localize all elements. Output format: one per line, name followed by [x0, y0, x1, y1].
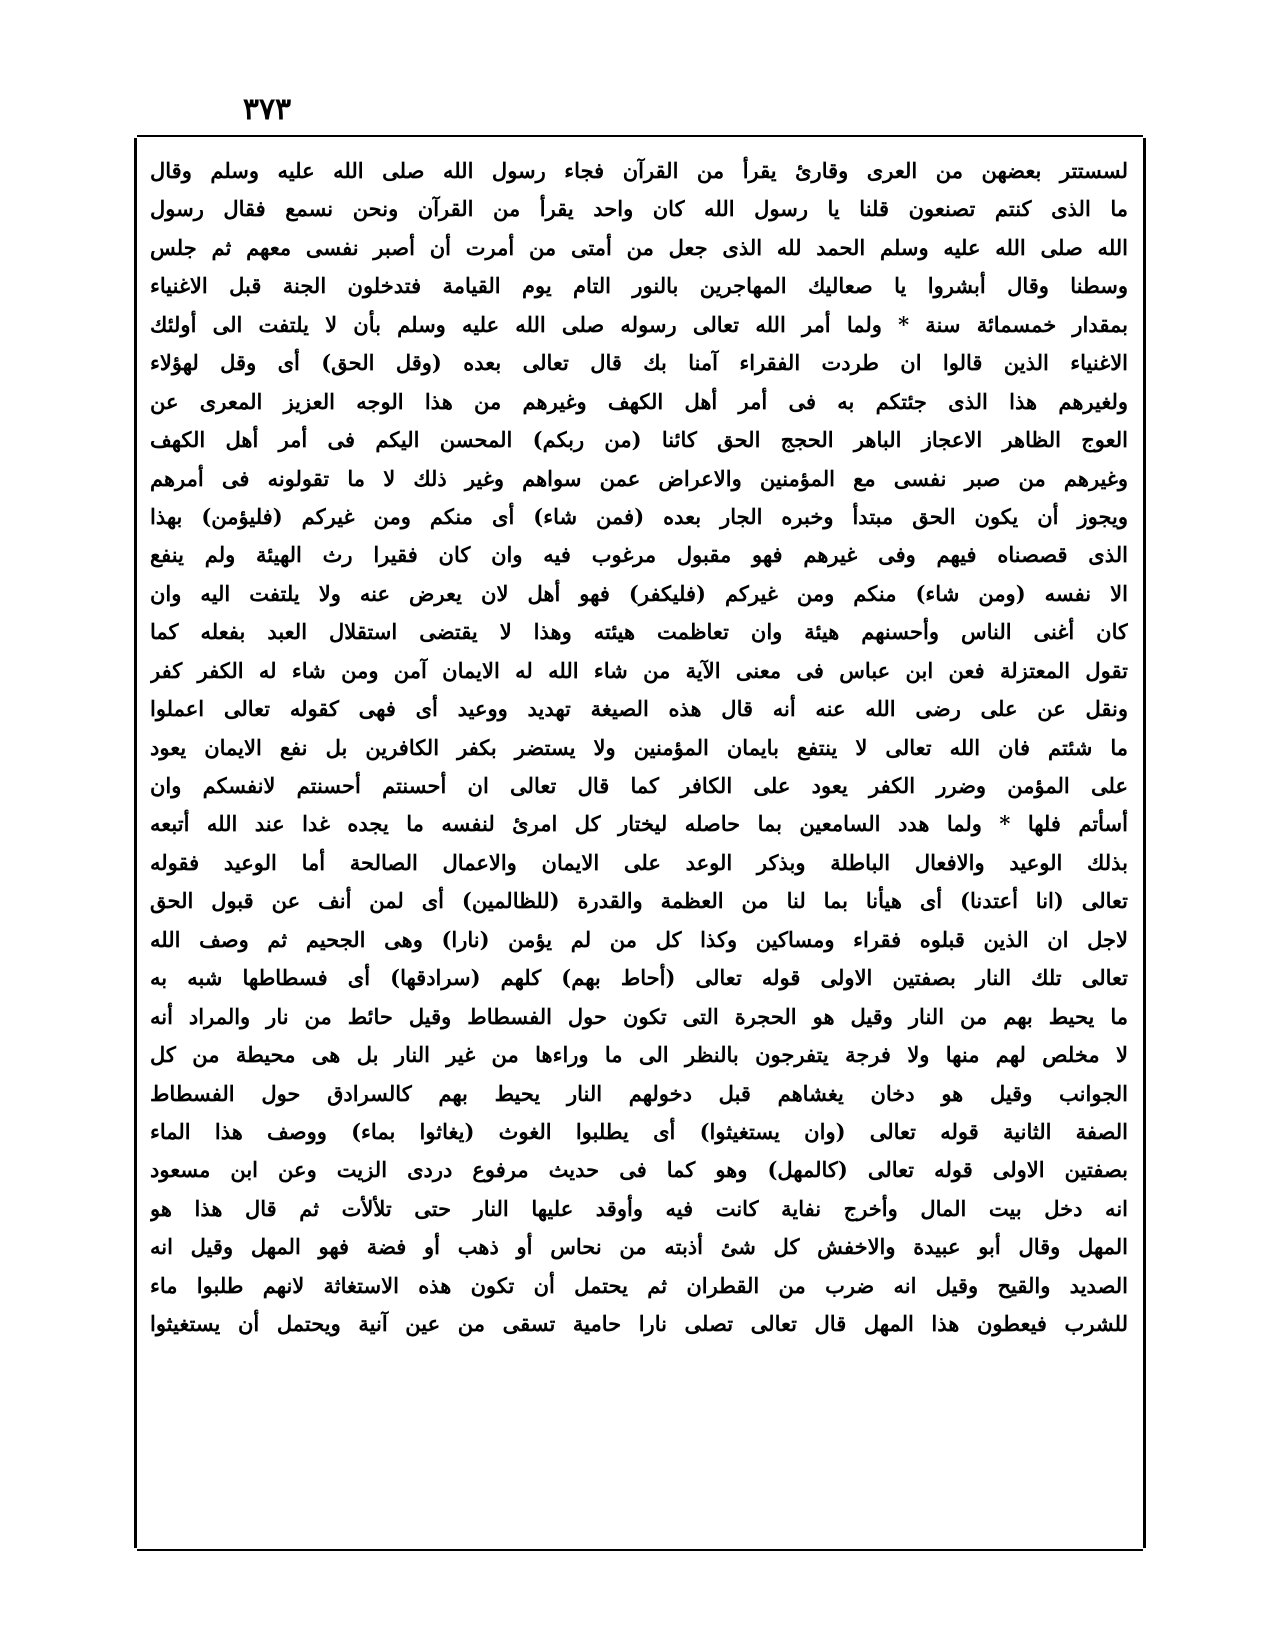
- text-line-17: على المؤمن وضرر الكفر يعود على الكافر كما قال تعالى ان أحسنتم أحسنتم لانفسكم وان: [150, 773, 1128, 798]
- text-line-29: المهل وقال أبو عبيدة والاخفش كل شئ أذبته من نحاس أو ذهب أو فضة فهو المهل وقيل انه: [150, 1234, 1128, 1260]
- page-number: ٣٧٣: [242, 92, 292, 127]
- text-line-11: الذى قصصناه فيهم وفى غيرهم فهو مقبول مرغوب فيه وان كان فقيرا رث الهيئة ولم ينفع: [150, 542, 1128, 568]
- text-line-26: الصفة الثانية قوله تعالى (وان يستغيثوا) أى يطلبوا الغوث (يغاثوا بماء) ووصف هذا الماء: [150, 1118, 1128, 1144]
- text-line-3: الله صلى الله عليه وسلم الحمد لله الذى جعل من أمتى من أمرت أن أصبر نفسى معهم ثم جلس: [150, 234, 1128, 260]
- text-line-4: وسطنا وقال أبشروا يا صعاليك المهاجرين بالنور التام يوم القيامة فتدخلون الجنة قبل الاغنياء: [150, 273, 1128, 299]
- text-line-16: ما شئتم فان الله تعالى لا ينتفع بايمان المؤمنين ولا يستضر بكفر الكافرين بل نفع الايمان يعود: [150, 734, 1128, 760]
- text-line-2: ما الذى كنتم تصنعون قلنا يا رسول الله كان واحد يقرأ من القرآن ونحن نسمع فقال رسول: [150, 196, 1128, 222]
- text-line-25: الجوانب وقيل هو دخان يغشاهم قبل دخولهم النار يحيط بهم كالسرادق حول الفسطاط: [150, 1080, 1128, 1106]
- text-line-8: العوج الظاهر الاعجاز الباهر الحجج الحق كائنا (من ربكم) المحسن اليكم فى أمر أهل الكهف: [150, 427, 1128, 453]
- text-line-27: بصفتين الاولى قوله تعالى (كالمهل) وهو كما فى حديث مرفوع دردى الزيت وعن ابن مسعود: [150, 1157, 1128, 1183]
- text-line-19: بذلك الوعيد والافعال الباطلة وبذكر الوعد على الايمان والاعمال الصالحة أما الوعيد فقوله: [150, 849, 1128, 875]
- text-line-12: الا نفسه (ومن شاء) منكم ومن غيركم (فليكفر) فهو أهل لان يعرض عنه ولا يلتفت اليه وان: [150, 580, 1128, 606]
- text-line-20: تعالى (انا أعتدنا) أى هيأنا بما لنا من العظمة والقدرة (للظالمين) أى لمن أنف عن قبول الحق: [150, 888, 1128, 914]
- text-line-31: للشرب فيعطون هذا المهل قال تعالى تصلى نارا حامية تسقى من عين آنية ويحتمل أن يستغيثوا: [150, 1311, 1128, 1337]
- text-line-21: لاجل ان الذين قبلوه فقراء ومساكين وكذا كل من لم يؤمن (نارا) وهى الجحيم ثم وصف الله: [150, 926, 1128, 952]
- text-line-9: وغيرهم من صبر نفسى مع المؤمنين والاعراض عمن سواهم وغير ذلك لا ما تقولونه فى أمرهم: [150, 465, 1128, 491]
- text-line-28: انه دخل بيت المال وأخرج نفاية كانت فيه وأوقد عليها النار حتى تلألأت ثم قال هذا هو: [150, 1195, 1128, 1221]
- text-line-15: ونقل عن على رضى الله عنه أنه قال هذه الصيغة تهديد ووعيد أى فهى كقوله تعالى اعملوا: [150, 696, 1128, 722]
- text-line-7: ولغيرهم هذا الذى جئتكم به فى أمر أهل الكهف وغيرهم من هذا الوجه العزيز المعرى عن: [150, 388, 1128, 414]
- text-line-6: الاغنياء الذين قالوا ان طردت الفقراء آمنا بك قال تعالى بعده (وقل الحق) أى وقل لهؤلاء: [150, 350, 1128, 376]
- text-line-5: بمقدار خمسمائة سنة * ولما أمر الله تعالى رسوله صلى الله عليه وسلم بأن لا يلتفت الى أولئك: [150, 311, 1128, 337]
- text-line-18: أسأتم فلها * ولما هدد السامعين بما حاصله ليختار كل امرئ لنفسه ما يجده غدا عند الله أتبعه: [150, 811, 1128, 837]
- text-line-10: ويجوز أن يكون الحق مبتدأ وخبره الجار بعده (فمن شاء) أى منكم ومن غيركم (فليؤمن) بهذا: [150, 503, 1128, 529]
- text-line-30: الصديد والقيح وقيل انه ضرب من القطران ثم يحتمل أن تكون هذه الاستغاثة لانهم طلبوا ماء: [150, 1272, 1128, 1298]
- text-body: [150, 152, 1128, 1344]
- text-line-14: تقول المعتزلة فعن ابن عباس فى معنى الآية من شاء الله له الايمان آمن ومن شاء له الكفر كفر: [150, 657, 1128, 683]
- text-line-24: لا مخلص لهم منها ولا فرجة يتفرجون بالنظر الى ما وراءها من غير النار بل هى محيطة من كل: [150, 1042, 1128, 1068]
- text-line-13: كان أغنى الناس وأحسنهم هيئة وان تعاظمت هيئته وهذا لا يقتضى استقلال العبد بفعله كما: [150, 619, 1128, 645]
- text-line-22: تعالى تلك النار بصفتين الاولى قوله تعالى (أحاط بهم) كلهم (سرادقها) أى فسطاطها شبه به: [150, 965, 1128, 991]
- text-line-23: ما يحيط بهم من النار وقيل هو الحجرة التى تكون حول الفسطاط وقيل حائط من نار والمراد أنه: [150, 1003, 1128, 1029]
- text-line-1: لسستتر بعضهن من العرى وقارئ يقرأ من القرآن فجاء رسول الله صلى الله عليه وسلم وقال: [150, 158, 1128, 183]
